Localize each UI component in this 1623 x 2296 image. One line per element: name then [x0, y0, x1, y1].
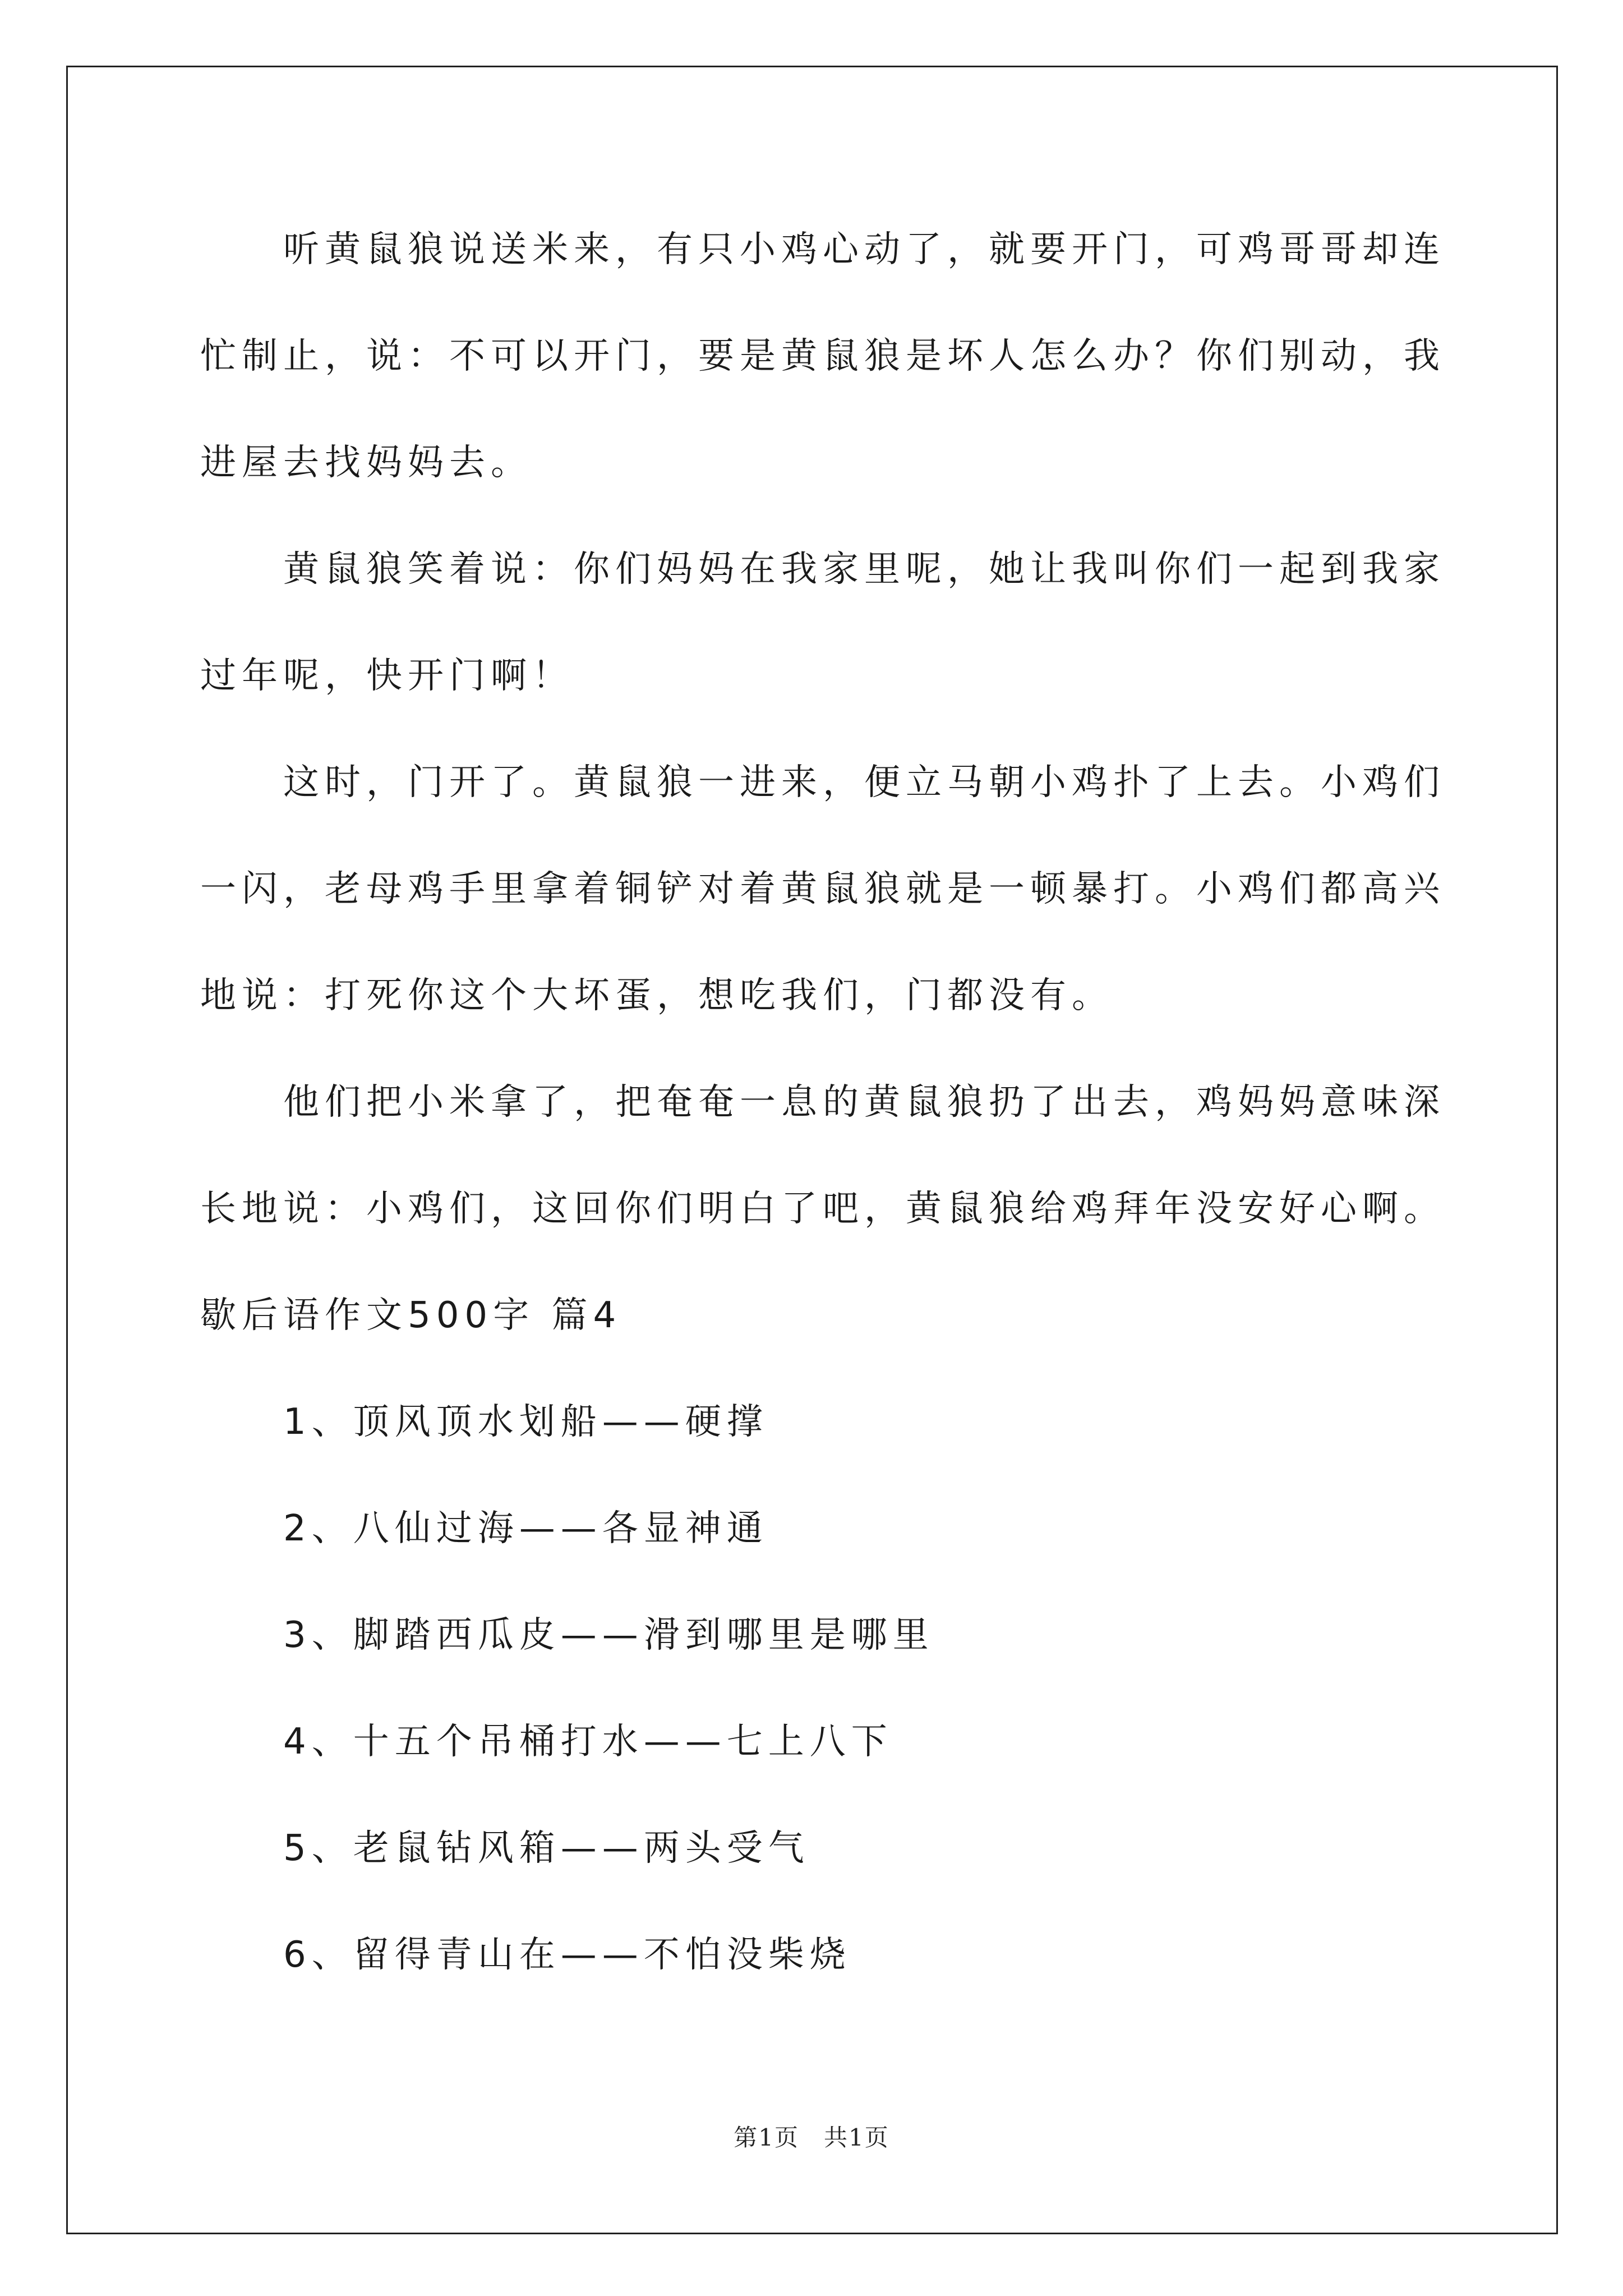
text-line: 他们把小米拿了，把奄奄一息的黄鼠狼扔了出去，鸡妈妈意味深	[200, 1082, 1445, 1123]
text-line: 一闪，老母鸡手里拿着铜铲对着黄鼠狼就是一顿暴打。小鸡们都高兴	[200, 868, 1445, 910]
list-item: 3、脚踏西瓜皮——滑到哪里是哪里	[200, 1614, 934, 1656]
text-line: 进屋去找妈妈去。	[200, 442, 532, 484]
text-line: 黄鼠狼笑着说：你们妈妈在我家里呢，她让我叫你们一起到我家	[200, 549, 1445, 590]
list-item: 1、顶风顶水划船——硬撑	[200, 1401, 768, 1443]
list-item: 2、八仙过海——各显神通	[200, 1508, 768, 1549]
list-item: 5、老鼠钻风箱——两头受气	[200, 1828, 810, 1869]
page-border	[66, 66, 1558, 2234]
text-line: 听黄鼠狼说送米来，有只小鸡心动了，就要开门，可鸡哥哥却连	[200, 229, 1445, 270]
text-line: 这时，门开了。黄鼠狼一进来，便立马朝小鸡扑了上去。小鸡们	[200, 762, 1445, 803]
text-line: 忙制止，说：不可以开门，要是黄鼠狼是坏人怎么办？你们别动，我	[200, 335, 1445, 377]
page-number-footer: 第1页 共1页	[734, 2124, 889, 2151]
section-heading: 歇后语作文500字 篇4	[200, 1295, 622, 1336]
text-line: 过年呢，快开门啊！	[200, 655, 574, 697]
list-item: 6、留得青山在——不怕没柴烧	[200, 1934, 851, 1976]
list-item: 4、十五个吊桶打水——七上八下	[200, 1721, 893, 1763]
text-line: 长地说：小鸡们，这回你们明白了吧，黄鼠狼给鸡拜年没安好心啊。	[200, 1188, 1445, 1230]
text-line: 地说：打死你这个大坏蛋，想吃我们，门都没有。	[200, 975, 1113, 1016]
